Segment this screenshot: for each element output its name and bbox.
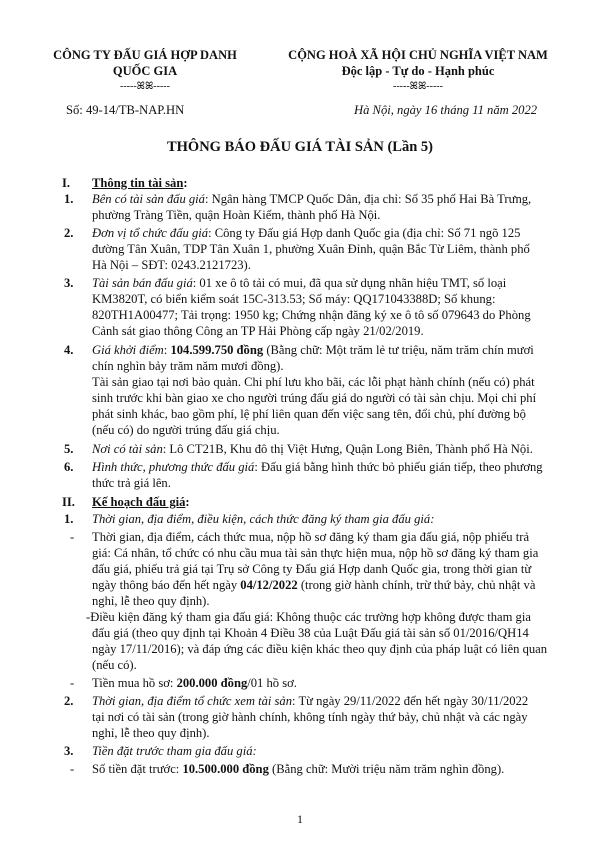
right-ornament: -----ꕤꕤ----- xyxy=(393,81,443,92)
starting-price: 104.599.750 đồng xyxy=(170,343,264,357)
item-3-line-4: Cảnh sát giao thông Công an TP Hải Phòng cấp ngày 21/02/2019. xyxy=(92,324,424,338)
national-motto: Độc lập - Tự do - Hạnh phúc xyxy=(341,64,495,78)
plan-item-2-number: 2. xyxy=(64,694,74,708)
item-4-number: 4. xyxy=(64,343,74,357)
item-6-line-2: thức trả giá lên. xyxy=(92,476,171,490)
registration-line-2: giá: Cá nhân, tổ chức có nhu cầu mua tài sản thực hiện mua, nộp hồ sơ đăng ký tham gia xyxy=(92,546,539,560)
section-2-number: II. xyxy=(62,495,75,509)
section-2-heading: Kế hoạch đấu giá: xyxy=(92,495,190,509)
registration-line-3: đấu giá, phiếu trả giá tại Trụ sở Công ty Đấu giá Hợp danh Quốc gia, trong thời gian từ xyxy=(92,562,532,576)
plan-item-1-heading: Thời gian, địa điểm, điều kiện, cách thức đăng ký tham gia đấu giá: xyxy=(92,512,435,526)
item-1-number: 1. xyxy=(64,192,74,206)
item-3-line-2: KM3820T, có biển kiểm soát 15C-313.53; Số máy: QQ171043388D; Số khung: xyxy=(92,292,496,306)
registration-deadline: 04/12/2022 xyxy=(240,578,298,592)
item-1-line-2: phường Tràng Tiền, quận Hoàn Kiếm, thành phố Hà Nội. xyxy=(92,208,381,222)
viewing-line-3: nghỉ, lễ theo quy định). xyxy=(92,726,210,740)
item-5-number: 5. xyxy=(64,442,74,456)
registration-line-1: Thời gian, địa điểm, cách thức mua, nộp hồ sơ đăng ký tham gia đấu giá, nộp phiếu trả xyxy=(92,530,530,544)
deposit-line: Số tiền đặt trước: 10.500.000 đồng (Bằng chữ: Mười triệu năm trăm nghìn đồng). xyxy=(92,762,505,776)
item-4-line-4: sinh trước khi bàn giao xe cho người trúng đấu giá do người có tài sản chịu. Mọi chi phí xyxy=(92,391,537,405)
deposit-amount: 10.500.000 đồng xyxy=(182,762,269,776)
conditions-line-2: đấu giá (theo quy định tại Khoản 4 Điều 38 của Luật Đấu giá tài sản số 01/2016/QH14 xyxy=(92,626,529,640)
document-number: Số: 49-14/TB-NAP.HN xyxy=(66,103,185,117)
plan-item-3-number: 3. xyxy=(64,744,74,758)
conditions-line-1: -Điều kiện đăng ký tham gia đấu giá: Không thuộc các trường hợp không được tham gia xyxy=(86,610,531,624)
item-5-line-1: Nơi có tài sản: Lô CT21B, Khu đô thị Việt Hưng, Quận Long Biên, Thành phố Hà Nội. xyxy=(92,442,533,456)
dossier-fee-line: Tiền mua hồ sơ: 200.000 đồng/01 hồ sơ. xyxy=(92,676,297,690)
item-3-line-3: 820TH1A00477; Tải trọng: 1950 kg; Chứng nhận đăng ký xe ô tô số 079643 do Phòng xyxy=(92,308,531,322)
company-name-line2: QUỐC GIA xyxy=(112,64,178,78)
item-1-line-1: Bên có tài sản đấu giá: Ngân hàng TMCP Quốc Dân, địa chỉ: Số 35 phố Hai Bà Trưng, xyxy=(92,192,532,206)
item-4-line-5: phát sinh khác, bao gồm phí, lệ phí liên quan đến việc sang tên, đổi chủ, phí đường bộ xyxy=(92,407,526,421)
item-2-line-3: Hà Nội – SĐT: 0243.2121723). xyxy=(92,258,251,272)
plan-item-1-number: 1. xyxy=(64,512,74,526)
item-6-number: 6. xyxy=(64,460,74,474)
item-3-number: 3. xyxy=(64,276,74,290)
item-2-line-1: Đơn vị tổ chức đấu giá: Công ty Đấu giá Hợp danh Quốc gia (địa chỉ: Số 71 ngõ 125 xyxy=(92,226,521,240)
item-4-line-1: Giá khởi điểm: 104.599.750 đồng (Bằng chữ: Một trăm lẻ tư triệu, năm trăm chín mươi xyxy=(92,343,534,357)
dossier-fee: 200.000 đồng xyxy=(176,676,248,690)
item-2-number: 2. xyxy=(64,226,74,240)
page-number: 1 xyxy=(297,812,303,826)
document-title: THÔNG BÁO ĐẤU GIÁ TÀI SẢN (Lần 5) xyxy=(166,139,433,155)
bullet-dash-1: - xyxy=(70,530,75,544)
section-1-heading: Thông tin tài sản: xyxy=(92,176,188,190)
bullet-dash-3: - xyxy=(70,762,75,776)
section-1-number: I. xyxy=(62,176,71,190)
item-6-line-1: Hình thức, phương thức đấu giá: Đấu giá bằng hình thức bỏ phiếu gián tiếp, theo phương xyxy=(92,460,543,474)
conditions-line-4: (nếu có). xyxy=(92,658,137,672)
plan-item-3-heading: Tiền đặt trước tham gia đấu giá: xyxy=(92,744,257,758)
item-4-line-3: Tài sản giao tại nơi bảo quản. Chi phí lưu kho bãi, các lỗi phạt hành chính (nếu có) phát xyxy=(92,375,535,389)
item-4-line-6: (nếu có) do người trúng đấu giá chịu. xyxy=(92,423,280,437)
item-3-line-1: Tài sản bán đấu giá: 01 xe ô tô tải có mui, đã qua sử dụng nhãn hiệu TMT, số loại xyxy=(92,276,507,290)
registration-line-5: nghỉ, lễ theo quy định). xyxy=(92,594,210,608)
company-name-line1: CÔNG TY ĐẤU GIÁ HỢP DANH xyxy=(53,48,237,62)
registration-line-4: ngày thông báo đến hết ngày 04/12/2022 (trong giờ hành chính, trừ thứ bảy, chủ nhật và xyxy=(92,578,536,592)
left-ornament: -----ꕤꕤ----- xyxy=(120,81,170,92)
place-and-date: Hà Nội, ngày 16 tháng 11 năm 2022 xyxy=(354,103,538,117)
item-4-line-2: chín nghìn bảy trăm năm mươi đồng). xyxy=(92,359,284,373)
bullet-dash-2: - xyxy=(70,676,75,690)
conditions-line-3: ngày 17/11/2016); và đáp ứng các điều kiện khác theo quy định của pháp luật có liên quan xyxy=(92,642,548,656)
viewing-line-2: tại nơi có tài sản (trong giờ hành chính, không tính ngày thứ bảy, chủ nhật và các ngày xyxy=(92,710,528,724)
national-title: CỘNG HOÀ XÃ HỘI CHỦ NGHĨA VIỆT NAM xyxy=(288,48,548,62)
item-2-line-2: đường Tân Xuân, TDP Tân Xuân 1, phường Xuân Đỉnh, quận Bắc Từ Liêm, thành phố xyxy=(92,242,530,256)
viewing-line-1: Thời gian, địa điểm tổ chức xem tài sản: Từ ngày 29/11/2022 đến hết ngày 30/11/2022 xyxy=(92,694,529,708)
